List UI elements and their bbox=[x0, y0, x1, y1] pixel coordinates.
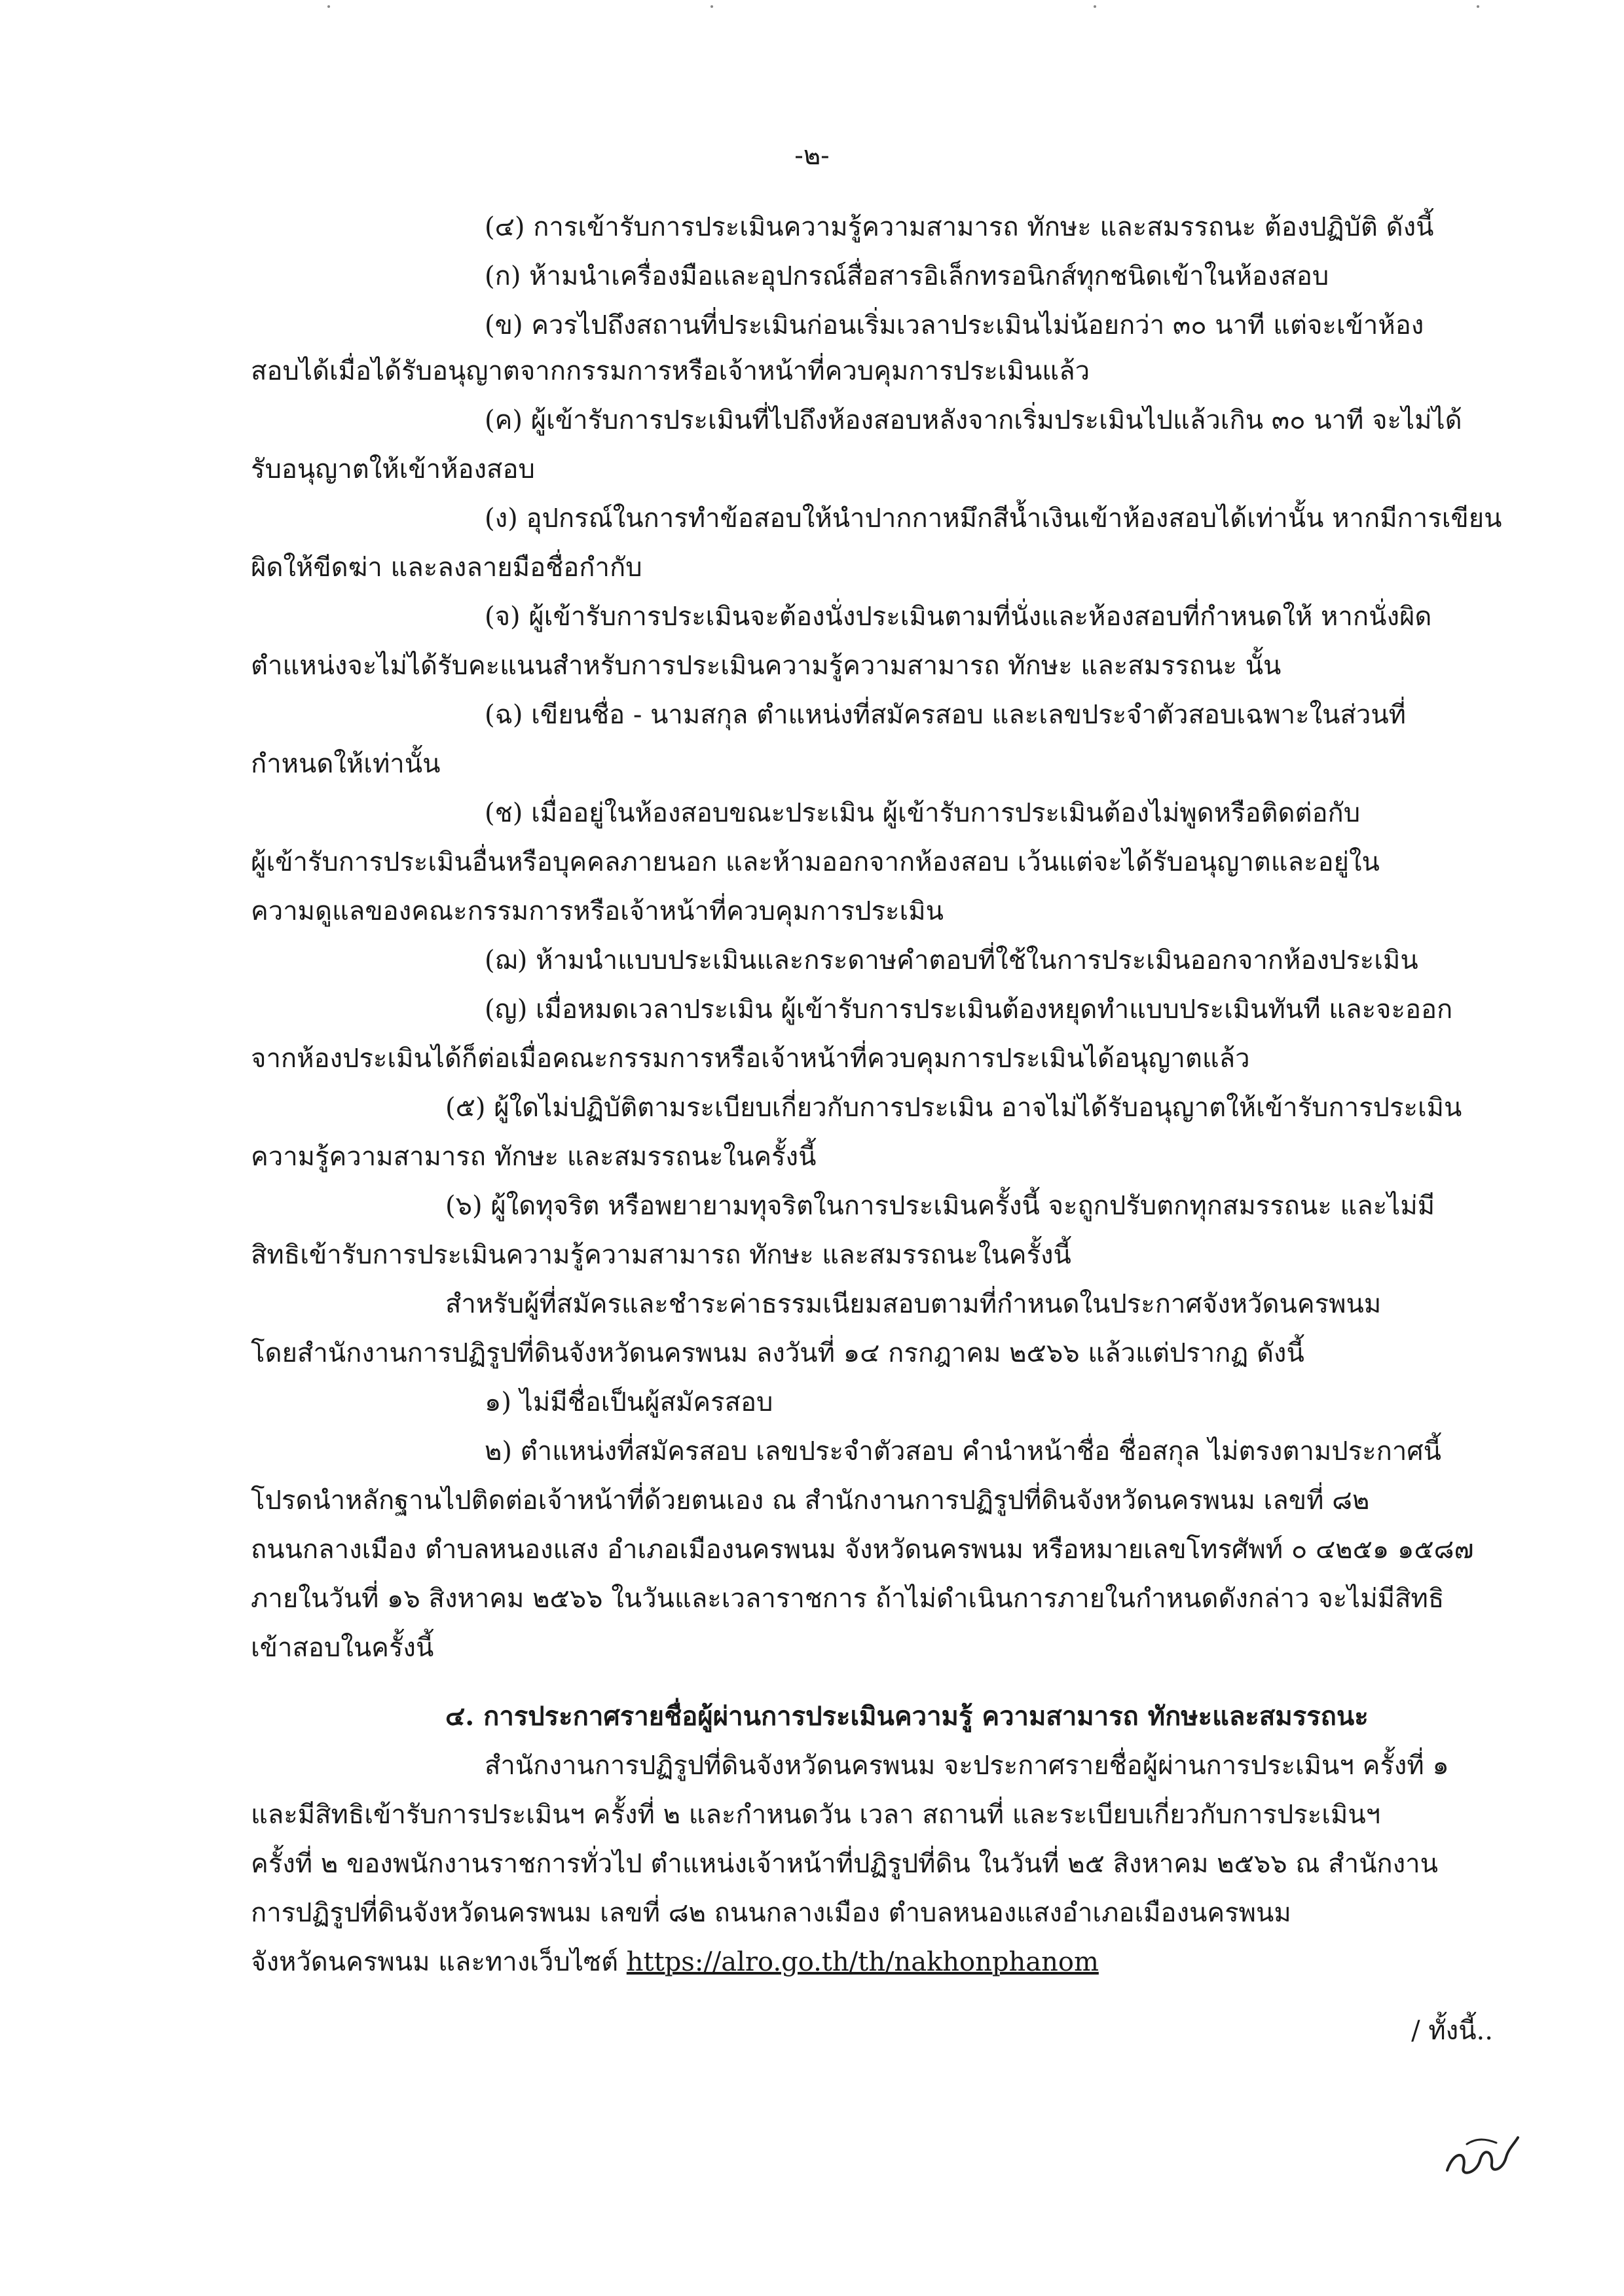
body-line: ๒) ตำแหน่งที่สมัครสอบ เลขประจำตัวสอบ คำนำหน้าชื่อ ชื่อสกุล ไม่ตรงตามประกาศนี้ bbox=[485, 1436, 1442, 1467]
body-line: ผู้เข้ารับการประเมินอื่นหรือบุคคลภายนอก และห้ามออกจากห้องสอบ เว้นแต่จะได้รับอนุญาตและอยู่ใน bbox=[251, 847, 1380, 877]
body-line: (๕) ผู้ใดไม่ปฏิบัติตามระเบียบเกี่ยวกับการประเมิน อาจไม่ได้รับอนุญาตให้เข้ารับการประเมิน bbox=[445, 1093, 1462, 1123]
body-line: (ญ) เมื่อหมดเวลาประเมิน ผู้เข้ารับการประเมินต้องหยุดทำแบบประเมินทันที และจะออก bbox=[485, 994, 1453, 1025]
body-line: (ก) ห้ามนำเครื่องมือและอุปกรณ์สื่อสารอิเล็กทรอนิกส์ทุกชนิดเข้าในห้องสอบ bbox=[485, 261, 1329, 291]
body-line: รับอนุญาตให้เข้าห้องสอบ bbox=[251, 454, 535, 484]
scan-speck bbox=[1094, 5, 1096, 8]
body-line: จากห้องประเมินได้ก็ต่อเมื่อคณะกรรมการหรือเจ้าหน้าที่ควบคุมการประเมินได้อนุญาตแล้ว bbox=[251, 1044, 1250, 1074]
website-link[interactable]: https://alro.go.th/th/nakhonphanom bbox=[626, 1947, 1099, 1977]
body-line: โดยสำนักงานการปฏิรูปที่ดินจังหวัดนครพนม ลงวันที่ ๑๔ กรกฎาคม ๒๕๖๖ แล้วแต่ปรากฏ ดังนี้ bbox=[251, 1338, 1304, 1368]
body-line: ภายในวันที่ ๑๖ สิงหาคม ๒๕๖๖ ในวันและเวลาราชการ ถ้าไม่ดำเนินการภายในกำหนดดังกล่าว จะไม่มีสิทธิ bbox=[251, 1584, 1445, 1614]
body-line: (ฉ) เขียนชื่อ - นามสกุล ตำแหน่งที่สมัครสอบ และเลขประจำตัวสอบเฉพาะในส่วนที่ bbox=[485, 700, 1407, 730]
body-line: ความดูแลของคณะกรรมการหรือเจ้าหน้าที่ควบคุมการประเมิน bbox=[251, 896, 944, 926]
body-line: (ช) เมื่ออยู่ในห้องสอบขณะประเมิน ผู้เข้ารับการประเมินต้องไม่พูดหรือติดต่อกับ bbox=[485, 798, 1361, 828]
body-line: เข้าสอบในครั้งนี้ bbox=[251, 1633, 434, 1663]
continuation-marker: / ทั้งนี้.. bbox=[1411, 2016, 1493, 2046]
body-line: สำหรับผู้ที่สมัครและชำระค่าธรรมเนียมสอบตามที่กำหนดในประกาศจังหวัดนครพนม bbox=[445, 1289, 1382, 1319]
body-line: โปรดนำหลักฐานไปติดต่อเจ้าหน้าที่ด้วยตนเอง ณ สำนักงานการปฏิรูปที่ดินจังหวัดนครพนม เลขที่ ๘๒ bbox=[251, 1485, 1370, 1516]
body-line: ๑) ไม่มีชื่อเป็นผู้สมัครสอบ bbox=[485, 1387, 773, 1417]
body-line: และมีสิทธิเข้ารับการประเมินฯ ครั้งที่ ๒ และกำหนดวัน เวลา สถานที่ และระเบียบเกี่ยวกับการประเมินฯ bbox=[251, 1800, 1381, 1830]
body-line: กำหนดให้เท่านั้น bbox=[251, 749, 441, 779]
body-line-text: จังหวัดนครพนม และทางเว็บไซต์ bbox=[251, 1947, 619, 1977]
page-number: -๒- bbox=[794, 141, 830, 171]
body-line: (ข) ควรไปถึงสถานที่ประเมินก่อนเริ่มเวลาประเมินไม่น้อยกว่า ๓๐ นาที แต่จะเข้าห้อง bbox=[485, 310, 1424, 340]
body-line: การปฏิรูปที่ดินจังหวัดนครพนม เลขที่ ๘๒ ถนนกลางเมือง ตำบลหนองแสงอำเภอเมืองนครพนม bbox=[251, 1898, 1291, 1928]
body-line: (ง) อุปกรณ์ในการทำข้อสอบให้นำปากกาหมึกสีน้ำเงินเข้าห้องสอบได้เท่านั้น หากมีการเขียน bbox=[485, 503, 1502, 534]
body-line: ครั้งที่ ๒ ของพนักงานราชการทั่วไป ตำแหน่งเจ้าหน้าที่ปฏิรูปที่ดิน ในวันที่ ๒๕ สิงหาคม ๒๕๖๖ ณ สำนักงาน bbox=[251, 1849, 1438, 1879]
body-line: (จ) ผู้เข้ารับการประเมินจะต้องนั่งประเมินตามที่นั่งและห้องสอบที่กำหนดให้ หากนั่งผิด bbox=[485, 602, 1432, 632]
body-line: ความรู้ความสามารถ ทักษะ และสมรรถนะในครั้งนี้ bbox=[251, 1142, 817, 1172]
section-heading: ๔. การประกาศรายชื่อผู้ผ่านการประเมินความรู้ ความสามารถ ทักษะและสมรรถนะ bbox=[445, 1701, 1369, 1732]
body-line: (๔) การเข้ารับการประเมินความรู้ความสามารถ ทักษะ และสมรรถนะ ต้องปฏิบัติ ดังนี้ bbox=[485, 212, 1434, 242]
body-line: สอบได้เมื่อได้รับอนุญาตจากกรรมการหรือเจ้าหน้าที่ควบคุมการประเมินแล้ว bbox=[251, 356, 1090, 386]
body-line: (๖) ผู้ใดทุจริต หรือพยายามทุจริตในการประเมินครั้งนี้ จะถูกปรับตกทุกสมรรถนะ และไม่มี bbox=[445, 1191, 1435, 1221]
body-line: (ฌ) ห้ามนำแบบประเมินและกระดาษคำตอบที่ใช้ในการประเมินออกจากห้องประเมิน bbox=[485, 945, 1418, 975]
signature-image bbox=[1441, 2124, 1526, 2183]
body-line: ผิดให้ขีดฆ่า และลงลายมือชื่อกำกับ bbox=[251, 553, 642, 583]
body-line bbox=[251, 1941, 1099, 1983]
body-line: ตำแหน่งจะไม่ได้รับคะแนนสำหรับการประเมินความรู้ความสามารถ ทักษะ และสมรรถนะ นั้น bbox=[251, 651, 1282, 681]
body-line: ถนนกลางเมือง ตำบลหนองแสง อำเภอเมืองนครพนม จังหวัดนครพนม หรือหมายเลขโทรศัพท์ ๐ ๔๒๕๑ ๑๕๘๗ bbox=[251, 1535, 1474, 1565]
scan-speck bbox=[710, 5, 713, 8]
scan-speck bbox=[1477, 5, 1479, 8]
body-line: (ค) ผู้เข้ารับการประเมินที่ไปถึงห้องสอบหลังจากเริ่มประเมินไปแล้วเกิน ๓๐ นาที จะไม่ได้ bbox=[485, 405, 1462, 435]
body-line: สำนักงานการปฏิรูปที่ดินจังหวัดนครพนม จะประกาศรายชื่อผู้ผ่านการประเมินฯ ครั้งที่ ๑ bbox=[485, 1751, 1449, 1781]
body-line: สิทธิเข้ารับการประเมินความรู้ความสามารถ ทักษะ และสมรรถนะในครั้งนี้ bbox=[251, 1240, 1071, 1270]
scan-speck bbox=[327, 5, 330, 8]
